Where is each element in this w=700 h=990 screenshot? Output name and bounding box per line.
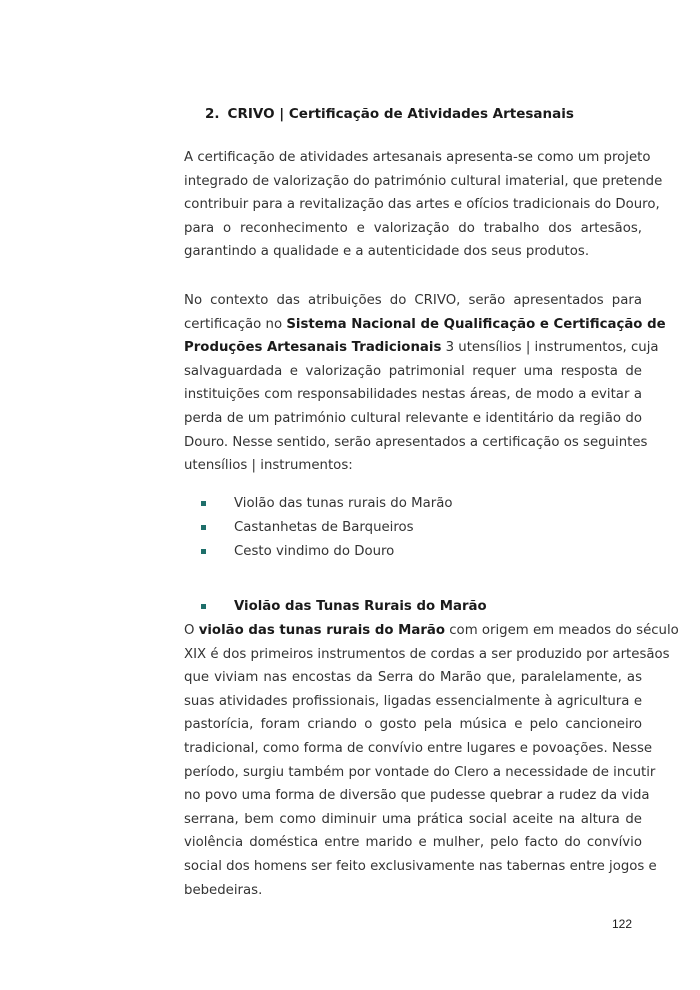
subsection-title: Violão das Tunas Rurais do Marão xyxy=(234,599,487,614)
paragraph-line: serrana, bem como diminuir uma prática social aceite na altura de xyxy=(184,811,642,827)
list-item xyxy=(200,516,452,540)
paragraph-line: utensílios | instrumentos: xyxy=(184,458,353,474)
list-item-label: Castanhetas de Barqueiros xyxy=(234,520,414,535)
section-title: CRIVO | Certificação de Atividades Artesanais xyxy=(227,106,574,122)
list-item xyxy=(200,540,452,564)
paragraph-line: pastorícia, foram criando o gosto pela música e pelo cancioneiro xyxy=(184,717,642,733)
instrument-list xyxy=(200,492,452,564)
text-run: 3 utensílios | instrumentos, cuja xyxy=(441,340,659,356)
paragraph-line: integrado de valorização do património cultural imaterial, que pretende xyxy=(184,173,663,189)
section-heading xyxy=(205,106,574,122)
page-number: 122 xyxy=(612,917,633,931)
paragraph-line: A certificação de atividades artesanais apresenta-se como um projeto xyxy=(184,150,651,165)
paragraph-line: perda de um património cultural relevante e identitário da região do xyxy=(184,410,642,426)
list-item xyxy=(200,492,452,516)
paragraph-line: período, surgiu também por vontade do Clero a necessidade de incutir xyxy=(184,764,656,780)
paragraph-line: suas atividades profissionais, ligadas essencialmente à agricultura e xyxy=(184,693,642,709)
list-item-label: Cesto vindimo do Douro xyxy=(234,544,395,559)
paragraph-context xyxy=(184,289,666,478)
paragraph-line: No contexto das atribuições do CRIVO, serão apresentados para xyxy=(184,293,642,308)
square-bullet-icon xyxy=(201,525,206,530)
paragraph-line: XIX é dos primeiros instrumentos de cordas a ser produzido por artesãos xyxy=(184,646,670,662)
paragraph-line: tradicional, como forma de convívio entre lugares e povoações. Nesse xyxy=(184,740,653,756)
square-bullet-icon xyxy=(201,549,206,554)
section-number: 2. xyxy=(205,106,220,122)
paragraph-violao xyxy=(184,619,679,902)
paragraph-line: no povo uma forma de diversão que pudesse quebrar a rudez da vida xyxy=(184,788,650,804)
bold-run: Sistema Nacional de Qualificação e Certificação de xyxy=(286,316,666,332)
square-bullet-icon xyxy=(201,604,206,609)
bold-run: Produções Artesanais Tradicionais xyxy=(184,340,442,356)
paragraph-line: contribuir para a revitalização das artes e ofícios tradicionais do Douro, xyxy=(184,197,660,213)
paragraph-line: violência doméstica entre marido e mulher, pelo facto do convívio xyxy=(184,835,642,851)
paragraph-line: bebedeiras. xyxy=(184,882,263,898)
paragraph-intro xyxy=(184,146,663,264)
paragraph-line: instituições com responsabilidades nestas áreas, de modo a evitar a xyxy=(184,387,642,403)
text-run: O xyxy=(184,623,199,638)
paragraph-line: salvaguardada e valorização patrimonial requer uma resposta de xyxy=(184,363,642,379)
text-run: certificação no xyxy=(184,316,287,332)
list-item-label: Violão das tunas rurais do Marão xyxy=(234,496,453,511)
paragraph-line: Douro. Nesse sentido, serão apresentados a certificação os seguintes xyxy=(184,434,648,450)
paragraph-line xyxy=(184,313,666,337)
square-bullet-icon xyxy=(201,501,206,506)
subsection-heading xyxy=(200,595,487,619)
paragraph-line: para o reconhecimento e valorização do trabalho dos artesãos, xyxy=(184,220,642,236)
paragraph-line xyxy=(184,336,659,360)
text-run: com origem em meados do século xyxy=(445,623,679,638)
paragraph-line: que viviam nas encostas da Serra do Marão que, paralelamente, as xyxy=(184,670,642,686)
bold-run: violão das tunas rurais do Marão xyxy=(198,623,446,638)
paragraph-line: social dos homens ser feito exclusivamente nas tabernas entre jogos e xyxy=(184,858,657,874)
paragraph-line: garantindo a qualidade e a autenticidade dos seus produtos. xyxy=(184,244,590,260)
paragraph-line xyxy=(184,619,679,643)
